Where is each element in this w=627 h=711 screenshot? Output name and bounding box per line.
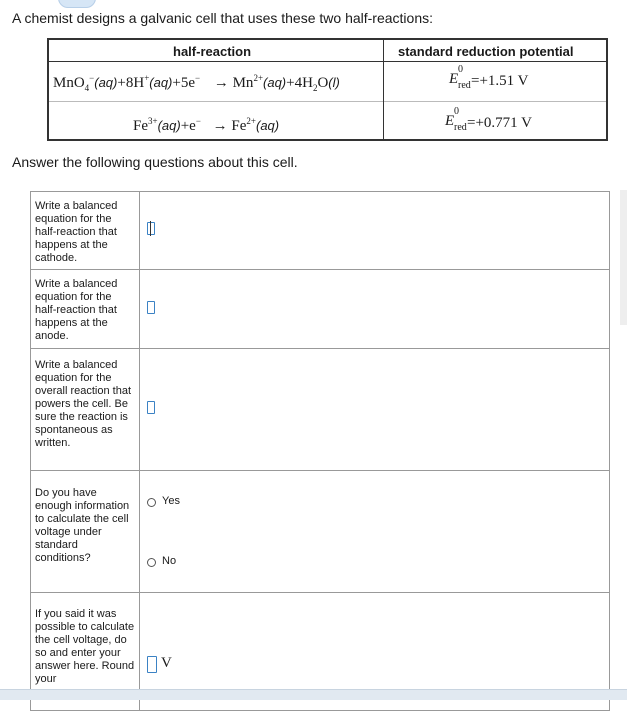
cell-voltage-input[interactable] xyxy=(147,656,157,673)
no-label: No xyxy=(162,555,177,567)
top-tab-handle xyxy=(58,0,96,8)
question-cell-voltage-text: If you said it was possible to calculate the cell voltage, do so and enter your answer here. Round your xyxy=(35,608,135,685)
arrow-icon: → xyxy=(212,118,228,134)
question-cathode-text: Write a balanced equation for the half-reaction that happens at the cathode. xyxy=(35,200,118,264)
half-reaction-permanganate: $MnO_4^-(aq)+8H^+(aq)+5e^- \to Mn^{2+}(aq)+4H_2O(l)$ xyxy=(53,73,340,93)
yes-label: Yes xyxy=(162,495,180,507)
table-divider xyxy=(49,61,606,62)
row-divider xyxy=(31,592,609,593)
no-radio[interactable] xyxy=(147,558,156,567)
question-table xyxy=(30,191,610,711)
row-divider xyxy=(31,269,609,270)
bottom-bar xyxy=(0,689,627,700)
cathode-answer-input[interactable] xyxy=(147,222,155,235)
yes-radio[interactable] xyxy=(147,498,156,507)
table-divider xyxy=(383,40,384,139)
question-overall-text: Write a balanced equation for the overall reaction that powers the cell. Be sure the reaction is spontaneous as written. xyxy=(35,359,131,449)
overall-answer-input[interactable] xyxy=(147,401,155,414)
header-half-reaction: half-reaction xyxy=(173,44,252,59)
question-enough-info-text: Do you have enough information to calculate the cell voltage under standard conditions? xyxy=(35,487,130,564)
half-reaction-iron: $Fe^{3+}(aq)+e^- \to Fe^{2+}(aq)$ xyxy=(133,116,280,134)
arrow-icon: → xyxy=(213,75,229,91)
voltage-unit: V xyxy=(161,655,172,671)
anode-answer-input[interactable] xyxy=(147,301,155,314)
table-divider xyxy=(49,101,606,102)
intro-text: A chemist designs a galvanic cell that uses these two half-reactions: xyxy=(12,10,433,26)
row-divider xyxy=(31,348,609,349)
potential-iron: E 0 red =+0.771 V xyxy=(445,106,532,133)
question-anode-text: Write a balanced equation for the half-reaction that happens at the anode. xyxy=(35,278,118,342)
potential-permanganate: E 0 red =+1.51 V xyxy=(449,64,529,91)
row-divider xyxy=(31,470,609,471)
header-standard-reduction-potential: standard reduction potential xyxy=(398,44,574,59)
answer-intro-text: Answer the following questions about this cell. xyxy=(12,154,298,170)
half-reaction-table xyxy=(47,38,608,141)
scrollbar[interactable] xyxy=(620,190,627,325)
